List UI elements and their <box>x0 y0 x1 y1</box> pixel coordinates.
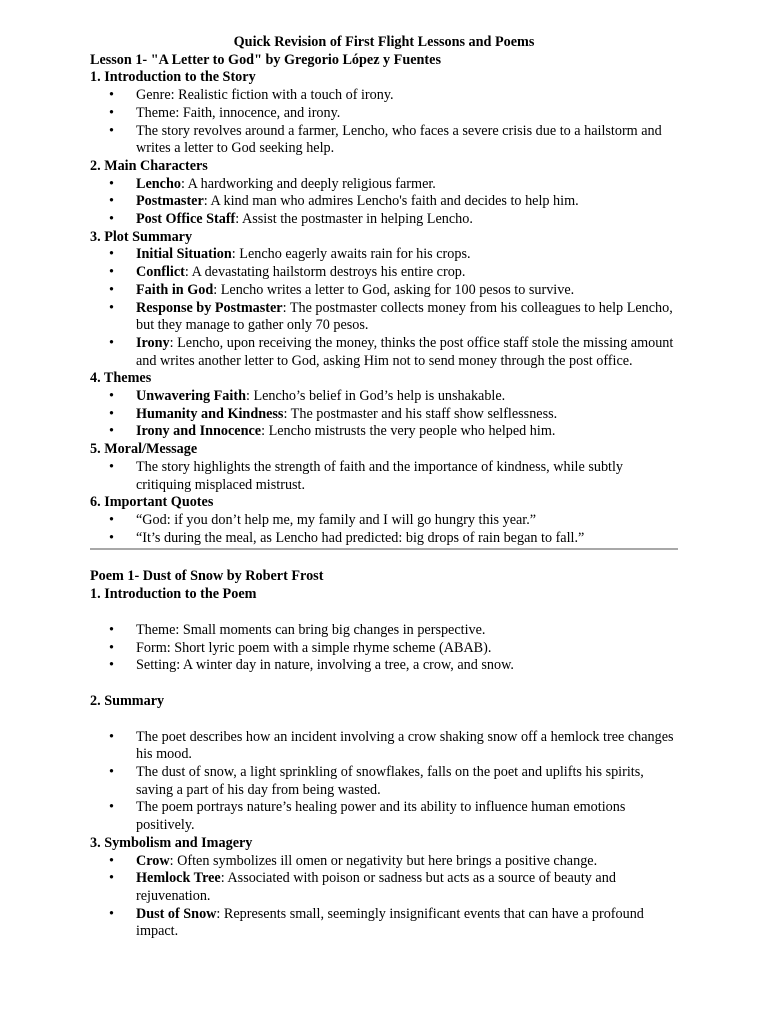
section-heading: 3. Symbolism and Imagery <box>90 834 253 851</box>
list-item <box>136 906 678 941</box>
item-text: : Lencho writes a letter to God, asking for 100 pesos to survive. <box>213 281 575 298</box>
list-item <box>136 729 678 764</box>
lesson1-heading: Lesson 1- "A Letter to God" by Gregorio López y Fuentes <box>90 51 441 68</box>
item-text: Genre: Realistic fiction with a touch of irony. <box>136 87 394 104</box>
spacer <box>90 675 678 693</box>
item-text: “God: if you don’t help me, my family and I will go hungry this year.” <box>136 511 537 528</box>
item-text: : Lencho mistrusts the very people who helped him. <box>261 423 556 440</box>
poem1-heading: Poem 1- Dust of Snow by Robert Frost <box>90 568 324 585</box>
list-item <box>136 264 678 282</box>
lesson1-sections <box>90 69 678 547</box>
list-item <box>136 530 678 548</box>
section-heading: 2. Summary <box>90 692 165 709</box>
item-term: Irony <box>136 334 170 351</box>
list-item <box>136 799 678 834</box>
bullet-list <box>90 87 678 158</box>
item-term: Postmaster <box>136 193 204 210</box>
item-text: : The postmaster collects money from his colleagues to help Lencho, but they manage to gather only 70 pesos. <box>136 299 673 334</box>
item-text: : Lencho eagerly awaits rain for his crops. <box>231 246 471 263</box>
item-term: Conflict <box>136 264 185 281</box>
section-heading: 1. Introduction to the Story <box>90 69 256 86</box>
item-text: : A kind man who admires Lencho's faith and decides to help him. <box>203 193 579 210</box>
item-text: : Associated with poison or sadness but acts as a source of beauty and rejuvenation. <box>136 870 616 904</box>
item-text: : A devastating hailstorm destroys his entire crop. <box>184 264 466 281</box>
list-item <box>136 622 678 640</box>
bullet-list <box>90 853 678 942</box>
lesson1-section-moral <box>90 441 678 494</box>
item-term: Response by Postmaster <box>136 299 283 316</box>
item-text: : Lencho’s belief in God’s help is unshakable. <box>245 388 506 405</box>
item-term: Humanity and Kindness <box>136 405 284 422</box>
poem1-section-intro <box>90 586 678 675</box>
section-heading: 1. Introduction to the Poem <box>90 586 257 603</box>
item-text: : A hardworking and deeply religious farmer. <box>180 175 436 192</box>
list-item <box>136 388 678 406</box>
bullet-list <box>90 388 678 441</box>
list-item <box>136 105 678 123</box>
list-item <box>136 246 678 264</box>
list-item <box>136 176 678 194</box>
item-term: Initial Situation <box>136 246 232 263</box>
lesson1-section-intro <box>90 69 678 158</box>
bullet-list <box>90 512 678 547</box>
spacer <box>90 550 678 568</box>
lesson1-section-quotes <box>90 494 678 547</box>
section-heading: 2. Main Characters <box>90 157 208 174</box>
bullet-list <box>90 622 678 675</box>
list-item <box>136 406 678 424</box>
item-term: Post Office Staff <box>136 211 236 228</box>
item-term: Irony and Innocence <box>136 423 262 440</box>
item-text: : Assist the postmaster in helping Lencho. <box>235 211 473 228</box>
bullet-list <box>90 246 678 370</box>
list-item <box>136 335 678 370</box>
item-text: The dust of snow, a light sprinkling of snowflakes, falls on the poet and uplifts his spirits, saving a part of his day from being wasted. <box>136 764 644 798</box>
list-item <box>136 282 678 300</box>
bullet-list <box>90 459 678 494</box>
spacer <box>90 711 678 729</box>
section-heading: 3. Plot Summary <box>90 228 193 245</box>
list-item <box>136 123 678 158</box>
bullet-list <box>90 729 678 835</box>
item-term: Dust of Snow <box>136 905 217 922</box>
item-text: : Lencho, upon receiving the money, thinks the post office staff stole the missing amount and writes another letter to God, asking Him not to send money through the post office. <box>136 334 674 369</box>
item-term: Hemlock Tree <box>136 870 221 887</box>
list-item <box>136 459 678 494</box>
list-item <box>136 193 678 211</box>
item-text: The poem portrays nature’s healing power and its ability to influence human emotions positively. <box>136 799 626 834</box>
item-text: The story highlights the strength of faith and the importance of kindness, while subtly critiquing misplaced mistrust. <box>136 458 624 493</box>
document-title: Quick Revision of First Flight Lessons and Poems <box>233 34 535 50</box>
list-item <box>136 764 678 799</box>
lesson1-section-plot <box>90 229 678 371</box>
lesson1-section-themes <box>90 370 678 441</box>
poem1-section-summary <box>90 693 678 835</box>
list-item <box>136 300 678 335</box>
item-text: : Represents small, seemingly insignificant events that can have a profound impact. <box>136 905 644 940</box>
item-text: Theme: Small moments can bring big changes in perspective. <box>136 621 486 638</box>
spacer <box>90 604 678 622</box>
item-text: : Often symbolizes ill omen or negativity but here brings a positive change. <box>169 852 598 869</box>
item-term: Crow <box>136 852 170 869</box>
list-item <box>136 512 678 530</box>
item-text: Theme: Faith, innocence, and irony. <box>136 104 341 121</box>
list-item <box>136 87 678 105</box>
item-text: The poet describes how an incident involving a crow shaking snow off a hemlock tree changes his mood. <box>136 728 674 763</box>
section-heading: 4. Themes <box>90 370 152 387</box>
list-item <box>136 870 678 905</box>
list-item <box>136 853 678 871</box>
item-term: Unwavering Faith <box>136 388 246 405</box>
list-item <box>136 423 678 441</box>
section-heading: 5. Moral/Message <box>90 441 198 458</box>
item-term: Faith in God <box>136 281 214 298</box>
item-term: Lencho <box>136 175 181 192</box>
item-text: The story revolves around a farmer, Lencho, who faces a severe crisis due to a hailstorm and writes a letter to God seeking help. <box>136 122 662 157</box>
bullet-list <box>90 176 678 229</box>
item-text: : The postmaster and his staff show selflessness. <box>283 405 558 422</box>
list-item <box>136 211 678 229</box>
lesson1-section-characters <box>90 158 678 229</box>
item-text: Setting: A winter day in nature, involving a tree, a crow, and snow. <box>136 657 514 674</box>
poem1-section-symbolism <box>90 835 678 941</box>
list-item <box>136 640 678 658</box>
section-heading: 6. Important Quotes <box>90 494 214 511</box>
item-text: Form: Short lyric poem with a simple rhyme scheme (ABAB). <box>136 639 492 656</box>
item-text: “It’s during the meal, as Lencho had predicted: big drops of rain began to fall.” <box>136 529 585 546</box>
list-item <box>136 657 678 675</box>
